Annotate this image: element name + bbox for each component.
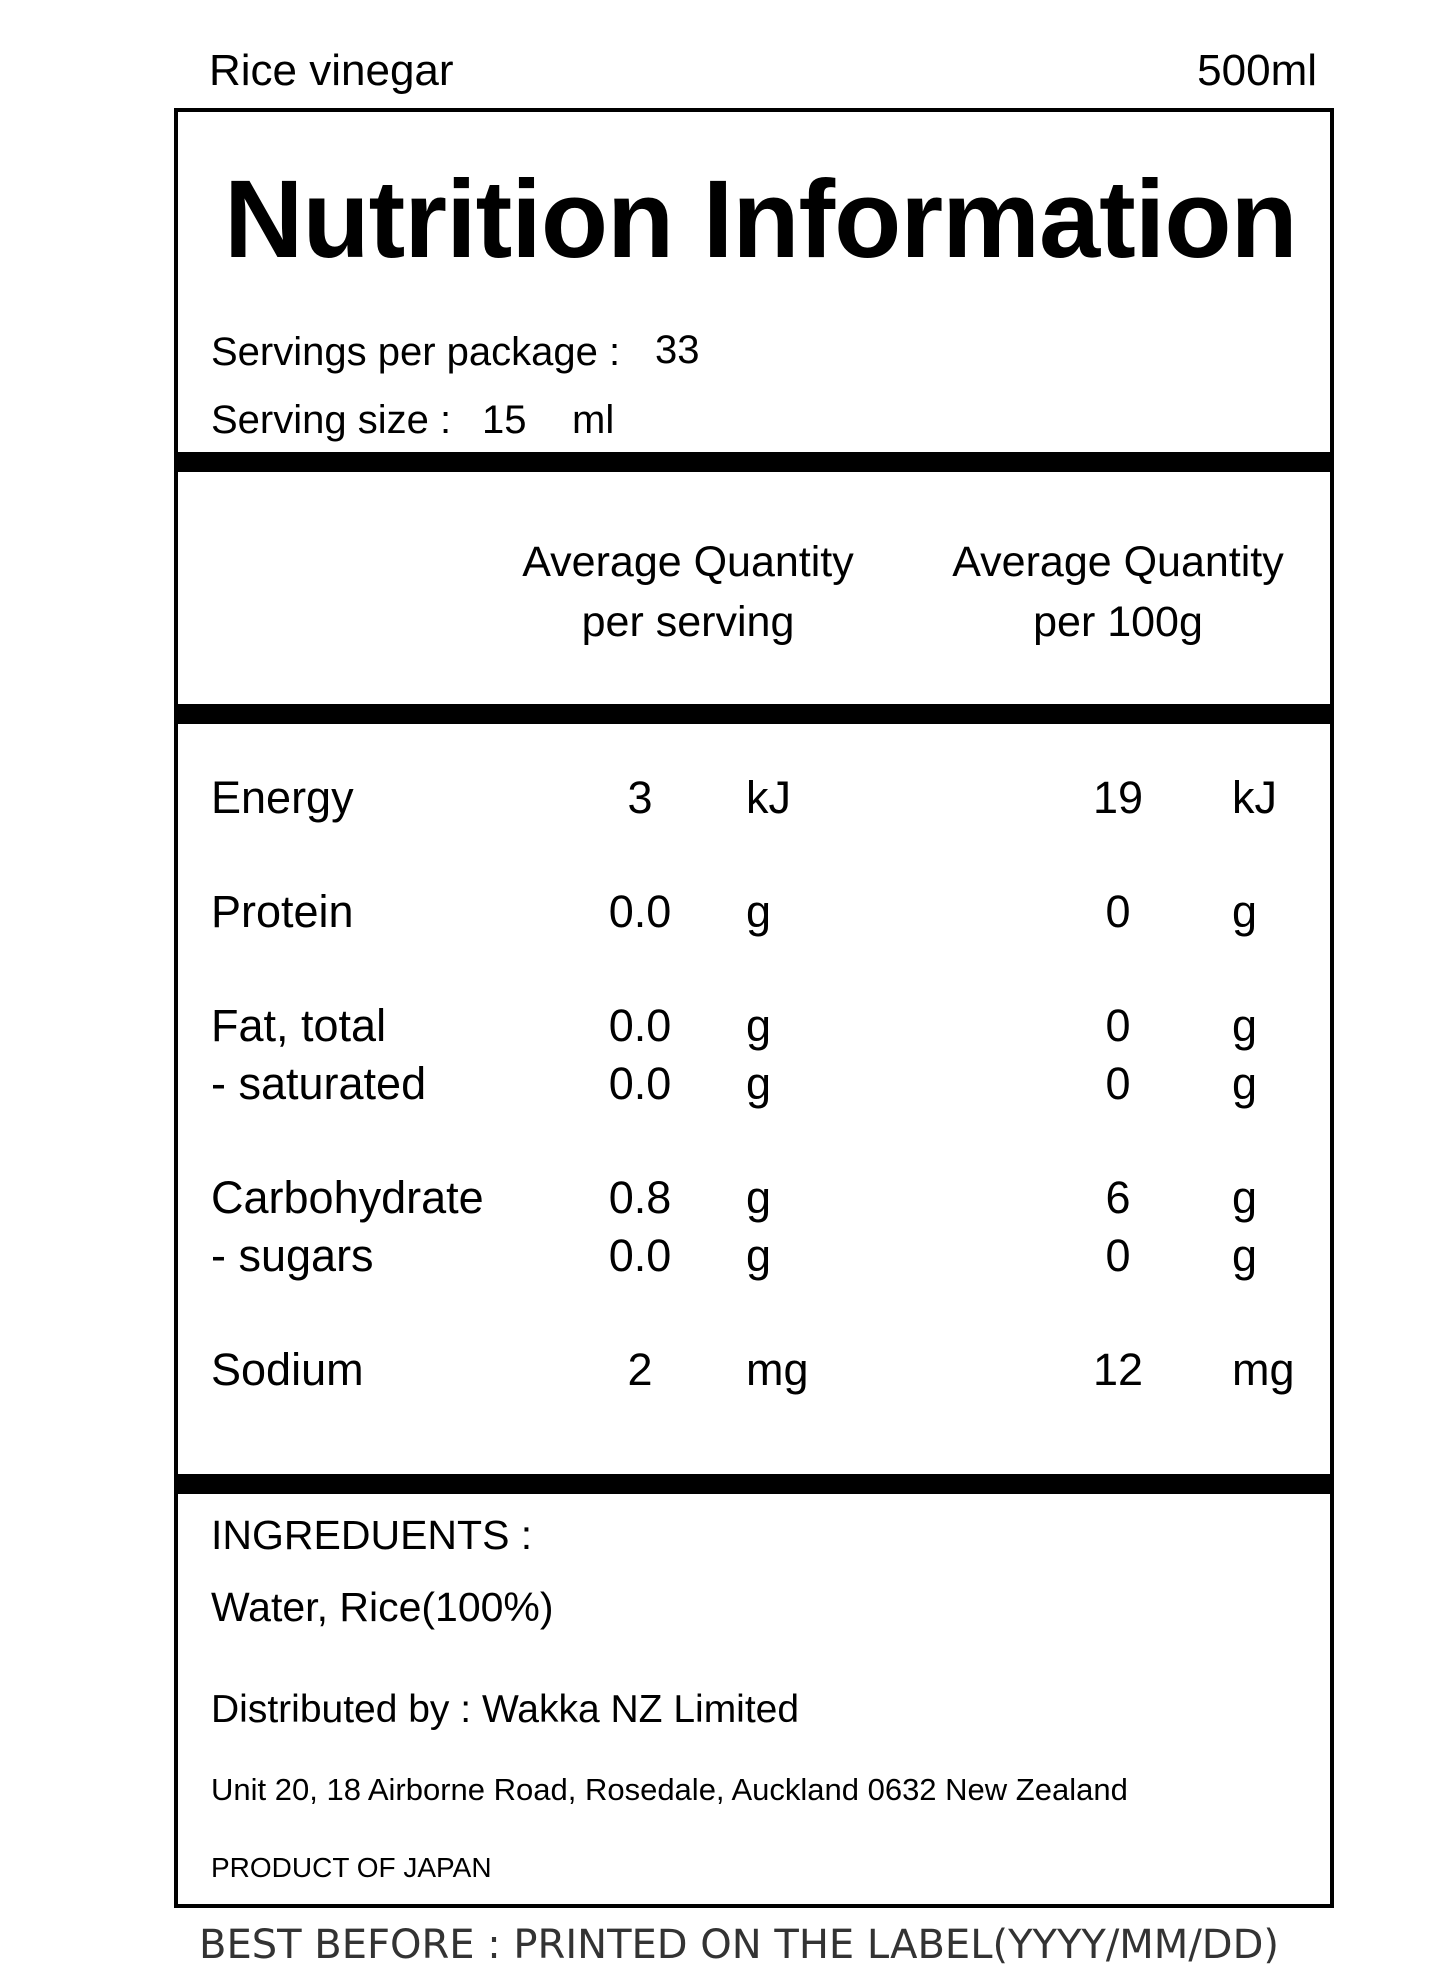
ingredients-text: Water, Rice(100%) bbox=[211, 1584, 554, 1630]
per-serving-value: 2 bbox=[627, 1344, 653, 1395]
per-100g-unit: g bbox=[1232, 1000, 1258, 1051]
column-header-per-100g-line2: per 100g bbox=[1033, 598, 1203, 646]
per-serving-value: 0.0 bbox=[608, 1058, 672, 1109]
per-serving-value: 0.8 bbox=[608, 1172, 672, 1223]
divider-rule bbox=[178, 704, 1330, 724]
nutrient-name: Energy bbox=[211, 772, 354, 823]
per-serving-unit: g bbox=[746, 1172, 772, 1223]
per-serving-value: 0.0 bbox=[608, 886, 672, 937]
per-serving-value: 3 bbox=[627, 772, 653, 823]
per-100g-unit: g bbox=[1232, 1058, 1258, 1109]
per-100g-value: 0 bbox=[1105, 886, 1131, 937]
per-100g-unit: g bbox=[1232, 886, 1258, 937]
per-serving-unit: kJ bbox=[746, 772, 791, 823]
serving-size-value: 15 bbox=[482, 398, 527, 442]
per-100g-value: 12 bbox=[1092, 1344, 1144, 1395]
per-100g-value: 6 bbox=[1105, 1172, 1131, 1223]
per-100g-value: 19 bbox=[1092, 772, 1144, 823]
product-origin: PRODUCT OF JAPAN bbox=[211, 1852, 492, 1883]
nutrient-name: Carbohydrate bbox=[211, 1172, 484, 1223]
divider-rule bbox=[178, 1474, 1330, 1494]
per-100g-unit: g bbox=[1232, 1172, 1258, 1223]
distributor-address: Unit 20, 18 Airborne Road, Rosedale, Auckland 0632 New Zealand bbox=[211, 1772, 1128, 1807]
per-100g-unit: g bbox=[1232, 1230, 1258, 1281]
per-serving-value: 0.0 bbox=[608, 1000, 672, 1051]
per-serving-unit: g bbox=[746, 1000, 772, 1051]
servings-per-package-label: Servings per package : bbox=[211, 330, 621, 374]
column-header-per-100g-line1: Average Quantity bbox=[952, 538, 1284, 586]
per-100g-value: 0 bbox=[1105, 1058, 1131, 1109]
nutrition-label-panel bbox=[174, 108, 1334, 1908]
divider-rule bbox=[178, 452, 1330, 472]
serving-size-unit: ml bbox=[572, 398, 615, 442]
best-before-note: BEST BEFORE : PRINTED ON THE LABEL(YYYY/MM/DD) bbox=[199, 1922, 1279, 1968]
label-title: Nutrition Information bbox=[224, 158, 1297, 281]
column-header-per-serving bbox=[498, 532, 878, 652]
nutrient-name: - saturated bbox=[211, 1058, 427, 1109]
nutrient-name: - sugars bbox=[211, 1230, 374, 1281]
per-serving-unit: g bbox=[746, 886, 772, 937]
per-100g-value: 0 bbox=[1105, 1000, 1131, 1051]
product-volume: 500ml bbox=[1197, 46, 1317, 95]
column-header-per-serving-line2: per serving bbox=[581, 598, 795, 646]
distributor-line: Distributed by : Wakka NZ Limited bbox=[211, 1688, 800, 1731]
nutrient-name: Fat, total bbox=[211, 1000, 387, 1051]
servings-per-package-value: 33 bbox=[655, 328, 700, 372]
column-header-per-serving-line1: Average Quantity bbox=[522, 538, 854, 586]
per-serving-value: 0.0 bbox=[608, 1230, 672, 1281]
per-serving-unit: g bbox=[746, 1058, 772, 1109]
per-100g-unit: kJ bbox=[1232, 772, 1277, 823]
ingredients-label: INGREDUENTS : bbox=[211, 1512, 533, 1558]
product-name: Rice vinegar bbox=[209, 46, 454, 95]
per-100g-value: 0 bbox=[1105, 1230, 1131, 1281]
per-serving-unit: mg bbox=[746, 1344, 809, 1395]
per-serving-unit: g bbox=[746, 1230, 772, 1281]
column-header-per-100g bbox=[918, 532, 1318, 652]
serving-size-label: Serving size : bbox=[211, 398, 452, 442]
nutrient-name: Protein bbox=[211, 886, 354, 937]
nutrient-name: Sodium bbox=[211, 1344, 364, 1395]
per-100g-unit: mg bbox=[1232, 1344, 1295, 1395]
